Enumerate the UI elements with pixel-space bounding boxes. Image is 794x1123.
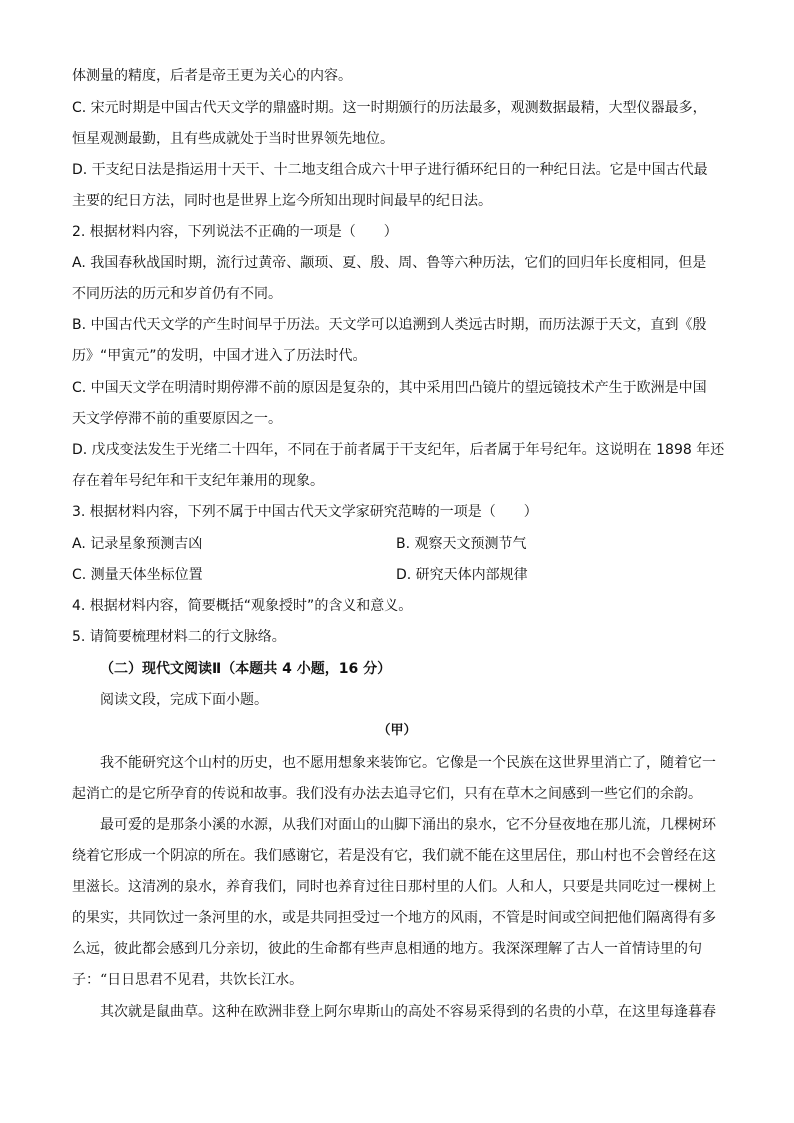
text-line: D. 干支纪日法是指运用十天干、十二地支组合成六十甲子进行循环纪日的一种纪日法。它是中国古代最 (72, 162, 708, 178)
q3-option-b: B. 观察天文预测节气 (396, 536, 527, 552)
text-line: 天文学停滞不前的重要原因之一。 (72, 411, 282, 427)
text-line: C. 宋元时期是中国古代天文学的鼎盛时期。这一时期颁行的历法最多，观测数据最精，大型仪器最多， (72, 100, 707, 116)
q3-option-a: A. 记录星象预测吉凶 (72, 536, 203, 552)
text-line: 不同历法的历元和岁首仍有不同。 (72, 286, 282, 302)
text-line: 主要的纪日方法，同时也是世界上迄今所知出现时间最早的纪日法。 (72, 193, 492, 209)
passage-line: 的果实，共同饮过一条河里的水，或是共同担受过一个地方的风雨，不管是时间或空间把他们隔离得有多 (72, 910, 716, 926)
text-line: 恒星观测最勤，且有些成就处于当时世界领先地位。 (72, 131, 394, 147)
passage-line: 最可爱的是那条小溪的水源，从我们对面山的山脚下涌出的泉水，它不分昼夜地在那儿流，几棵树环 (100, 817, 716, 833)
question-5: 5. 请简要梳理材料二的行文脉络。 (72, 629, 286, 645)
passage-title: （甲） (377, 723, 417, 738)
option-b: B. 中国古代天文学的产生时间早于历法。天文学可以追溯到人类远古时期，而历法源于天文，直到《殷 (72, 317, 707, 333)
option-c: C. 中国天文学在明清时期停滞不前的原因是复杂的，其中采用凹凸镜片的望远镜技术产生于欧洲是中国 (72, 380, 707, 396)
q3-option-d: D. 研究天体内部规律 (396, 567, 528, 583)
q3-option-c: C. 测量天体坐标位置 (72, 567, 203, 583)
question-2: 2. 根据材料内容，下列说法不正确的一项是（ ） (72, 224, 398, 240)
passage-line: 绕着它形成一个阴凉的所在。我们感谢它，若是没有它，我们就不能在这里居住，那山村也不会曾经在这 (72, 848, 716, 864)
passage-line: 么远，彼此都会感到几分亲切，彼此的生命都有些声息相通的地方。我深深理解了古人一首情诗里的句 (72, 941, 702, 957)
passage-line: 里滋长。这清冽的泉水，养育我们，同时也养育过往日那村里的人们。人和人，只要是共同吃过一棵树上 (72, 879, 716, 895)
passage-line: 我不能研究这个山村的历史，也不愿用想象来装饰它。它像是一个民族在这世界里消亡了，随着它一 (100, 755, 716, 771)
text-line: 体测量的精度，后者是帝王更为关心的内容。 (72, 68, 352, 84)
text-line: 存在着年号纪年和干支纪年兼用的现象。 (72, 473, 324, 489)
question-4: 4. 根据材料内容，简要概括“观象授时”的含义和意义。 (72, 598, 413, 614)
option-d: D. 戊戌变法发生于光绪二十四年，不同在于前者属于干支纪年，后者属于年号纪年。这说明在 1898 年还 (72, 442, 725, 458)
passage-line: 其次就是鼠曲草。这种在欧洲非登上阿尔卑斯山的高处不容易采得到的名贵的小草，在这里每逢暮春 (100, 1004, 716, 1020)
section-title: （二）现代文阅读Ⅱ（本题共 4 小题，16 分） (100, 661, 392, 677)
passage-line: 起消亡的是它所孕育的传说和故事。我们没有办法去追寻它们，只有在草木之间感到一些它们的余韵。 (72, 786, 702, 802)
instruction: 阅读文段，完成下面小题。 (100, 692, 268, 708)
text-line: 历》“甲寅元”的发明，中国才进入了历法时代。 (72, 348, 367, 364)
passage-line: 子：“日日思君不见君，共饮长江水。 (72, 972, 304, 988)
question-3: 3. 根据材料内容，下列不属于中国古代天文学家研究范畴的一项是（ ） (72, 504, 538, 520)
option-a: A. 我国春秋战国时期，流行过黄帝、颛顼、夏、殷、周、鲁等六种历法，它们的回归年长度相同，但是 (72, 255, 707, 271)
